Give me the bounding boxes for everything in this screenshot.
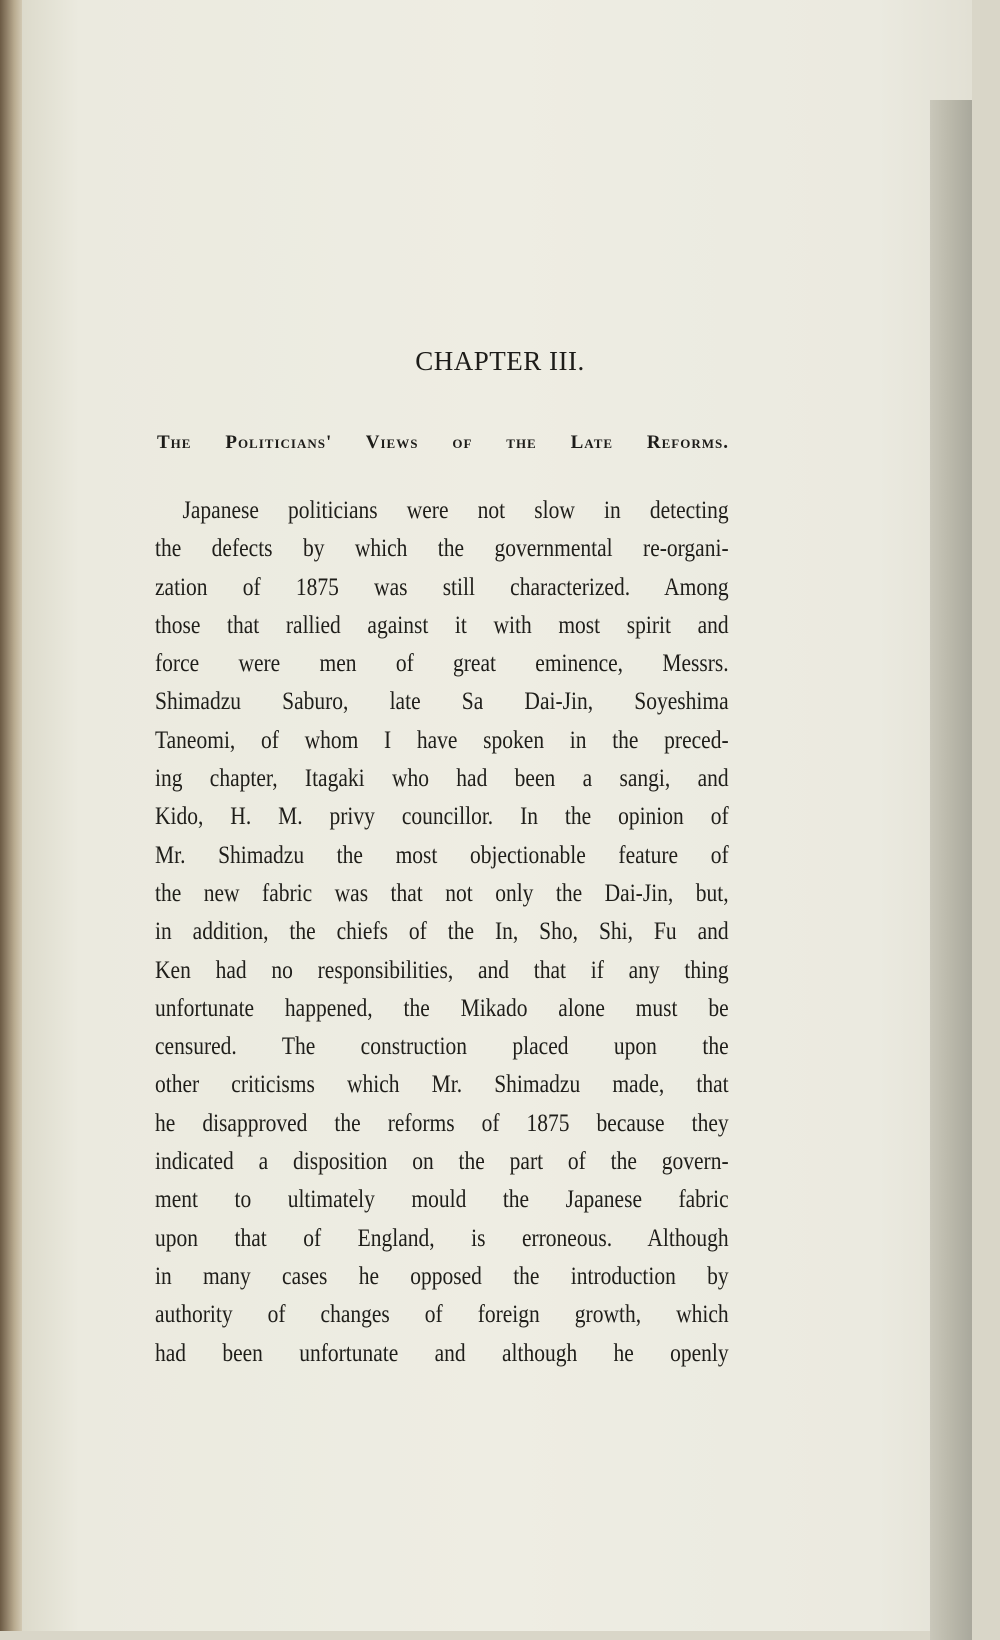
text-line: upon that of England, is erroneous. Although	[155, 1224, 729, 1252]
text-line: force were men of great eminence, Messrs.	[155, 650, 729, 678]
text-line: the defects by which the governmental re-organi-	[155, 535, 729, 563]
text-line: the new fabric was that not only the Dai-Jin, but,	[155, 879, 729, 907]
text-line: Mr. Shimadzu the most objectionable feature of	[155, 841, 729, 869]
text-line: zation of 1875 was still characterized. Among	[155, 573, 729, 601]
text-line: Shimadzu Saburo, late Sa Dai-Jin, Soyeshima	[155, 688, 729, 716]
text-line: Taneomi, of whom I have spoken in the preced-	[155, 726, 729, 754]
text-line: unfortunate happened, the Mikado alone must be	[155, 994, 729, 1022]
section-title: The Politicians' Views of the Late Reforms.	[157, 432, 729, 453]
text-line: authority of changes of foreign growth, which	[155, 1301, 729, 1329]
text-line: ment to ultimately mould the Japanese fabric	[155, 1186, 729, 1214]
text-line: other criticisms which Mr. Shimadzu made, that	[155, 1071, 729, 1099]
text-line: in addition, the chiefs of the In, Sho, Shi, Fu and	[155, 918, 729, 946]
text-line: censured. The construction placed upon the	[155, 1033, 729, 1061]
body-text	[155, 492, 729, 1373]
page-block-edge	[930, 100, 972, 1640]
text-line: Ken had no responsibilities, and that if any thing	[155, 956, 729, 984]
text-line: Kido, H. M. privy councillor. In the opinion of	[155, 803, 729, 831]
text-line: those that rallied against it with most spirit and	[155, 611, 729, 639]
previous-page-edge	[0, 0, 24, 1631]
text-line: in many cases he opposed the introduction by	[155, 1262, 729, 1290]
text-line: had been unfortunate and although he openly	[155, 1339, 729, 1367]
text-line: indicated a disposition on the part of the govern-	[155, 1148, 729, 1176]
text-line: Japanese politicians were not slow in detecting	[182, 497, 729, 524]
text-line: he disapproved the reforms of 1875 because they	[155, 1109, 729, 1137]
chapter-title: CHAPTER III.	[415, 346, 585, 376]
text-line: ing chapter, Itagaki who had been a sangi, and	[155, 765, 729, 793]
